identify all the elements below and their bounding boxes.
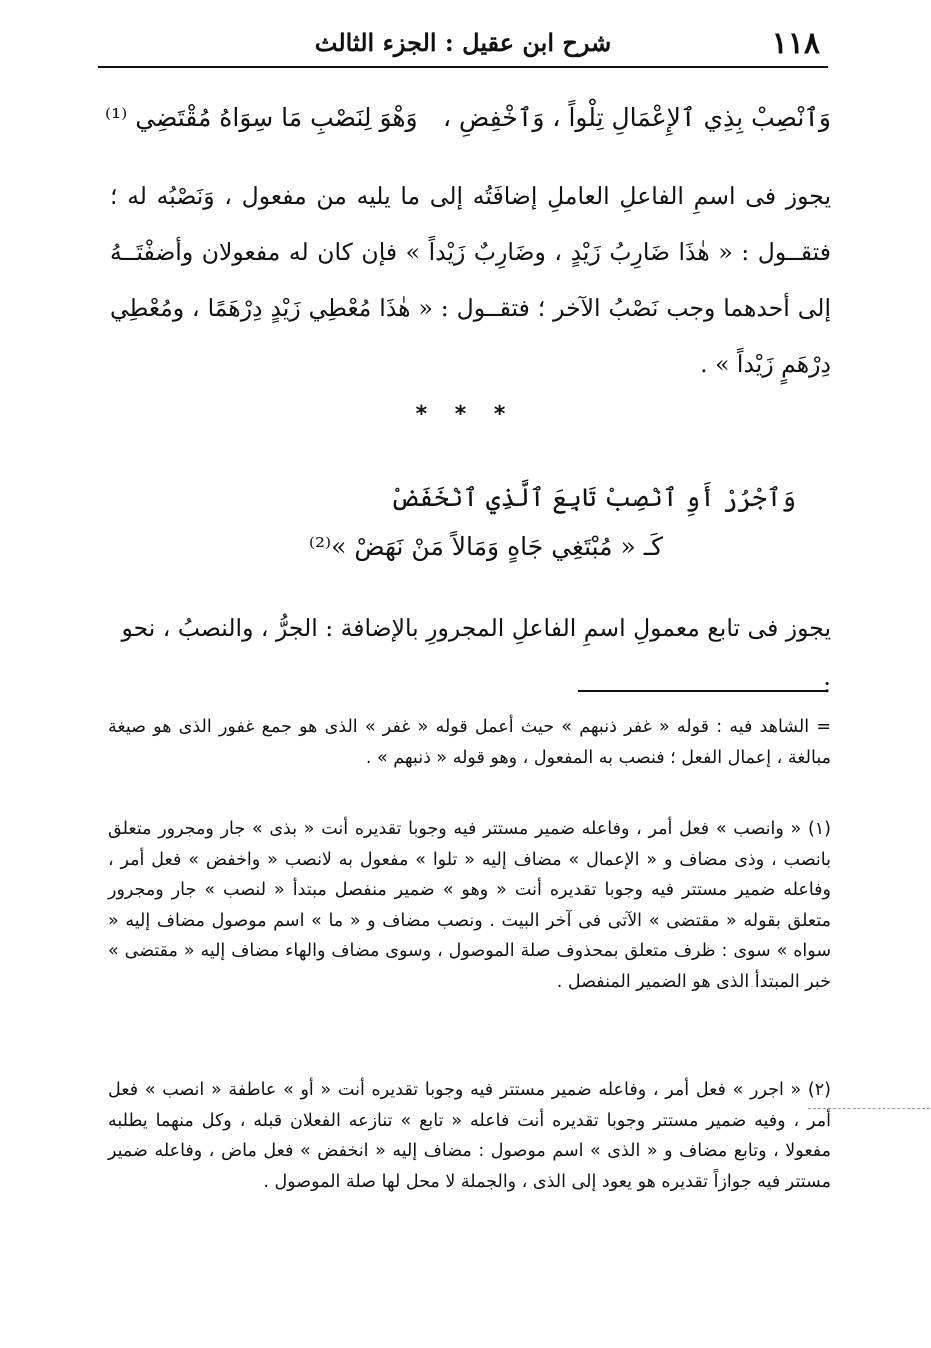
scan-artifact-line	[808, 1108, 930, 1109]
footnote-2: (٢) « اجرر » فعل أمر ، وفاعله ضمير مستتر فيه وجوبا تقديره أنت « أو » عاطفة « انصب » فعل أمر ، وفيه ضمير مستتر وجوبا تقديره أنت فاعله « تابع » تنازعه الفعلان قبله ، وكل منهما يطلبه مفعولا ، وتابع مضاف و « الذى » اسم موصول : مضاف إليه « انخفض » فعل ماض ، وفاعله ضمير مستتر فيه جوازاً تقديره هو يعود إلى الذى ، والجملة لا محل لها صلة الموصول .	[108, 1080, 831, 1192]
page-number: ١١٨	[771, 26, 820, 61]
footnote-continuation: = الشاهد فيه : قوله « غفر ذنبهم » حيث أعمل قوله « غفر » الذى هو جمع غفور الذى هو صيغة مبالغة ، إعمال الفعل ؛ فنصب به المفعول ، وهو قوله « ذنبهم » .	[108, 717, 831, 768]
footnote-1: (١) « وانصب » فعل أمر ، وفاعله ضمير مستتر فيه وجوبا تقديره أنت « بذى » جار ومجرور متعلق بانصب ، وذى مضاف و « الإعمال » مضاف إليه « تلوا » مفعول به لانصب « واخفض » فعل أمر ، وفاعله ضمير مستتر فيه وجوبا تقديره أنت « وهو » ضمير منفصل مبتدأ « لنصب » جار ومجرور متعلق بقوله « مقتضى » الآتى فى آخر البيت . ونصب مضاف و « ما » اسم موصول مضاف إليه « سواه » سوى : ظرف متعلق بمحذوف صلة الموصول ، وسوى مضاف والهاء مضاف إليه « مقتضى » خبر المبتدأ الذى هو الضمير المنفصل .	[108, 819, 831, 992]
verse-1-hemistich-2: وَهْوَ لِنَصْبِ مَا سِوَاهُ مُقْتَضِي ⁽¹⁾	[105, 103, 418, 132]
commentary-paragraph-2: يجوز فى تابع معمولِ اسمِ الفاعلِ المجرورِ بالإضافة : الجرُّ ، والنصبُ ، نحو :	[121, 614, 831, 698]
verse-1-hemistich-1: وَٱنْصِبْ بِذِي ٱلإِعْمَالِ تِلْواً ، وَٱخْفِضِ ،	[443, 103, 831, 132]
commentary-paragraph-1: يجوز فى اسمِ الفاعلِ العاملِ إضافَتُه إلى ما يليه من مفعول ، وَنَصْبُه له ؛ فتقــول : « هٰذَا ضَارِبُ زَيْدٍ ، وضَارِبٌ زَيْداً » فإن كان له مفعولان وأضفْتَــهُ إلى أحدهما وجب نَصْبُ الآخر ؛ فتقــول : « هٰذَا مُعْطِي زَيْدٍ دِرْهَمًا ، ومُعْطِي دِرْهَمٍ زَيْداً » .	[110, 182, 831, 378]
section-separator: * * *	[415, 402, 516, 427]
footnote-rule	[578, 690, 828, 692]
verse-2-line-2: كَـ « مُبْتَغِي جَاهٍ وَمَالاً مَنْ نَهَضْ »⁽²⁾	[308, 532, 663, 561]
verse-2-line-1: وَٱجْرُرْ أَوِ ٱنْصِبْ تَابِعَ ٱلَّذِي ٱنْخَفَضْ	[390, 483, 796, 512]
page-header	[98, 22, 828, 62]
running-title: شرح ابن عقيل : الجزء الثالث	[314, 28, 612, 57]
header-rule	[98, 66, 828, 68]
